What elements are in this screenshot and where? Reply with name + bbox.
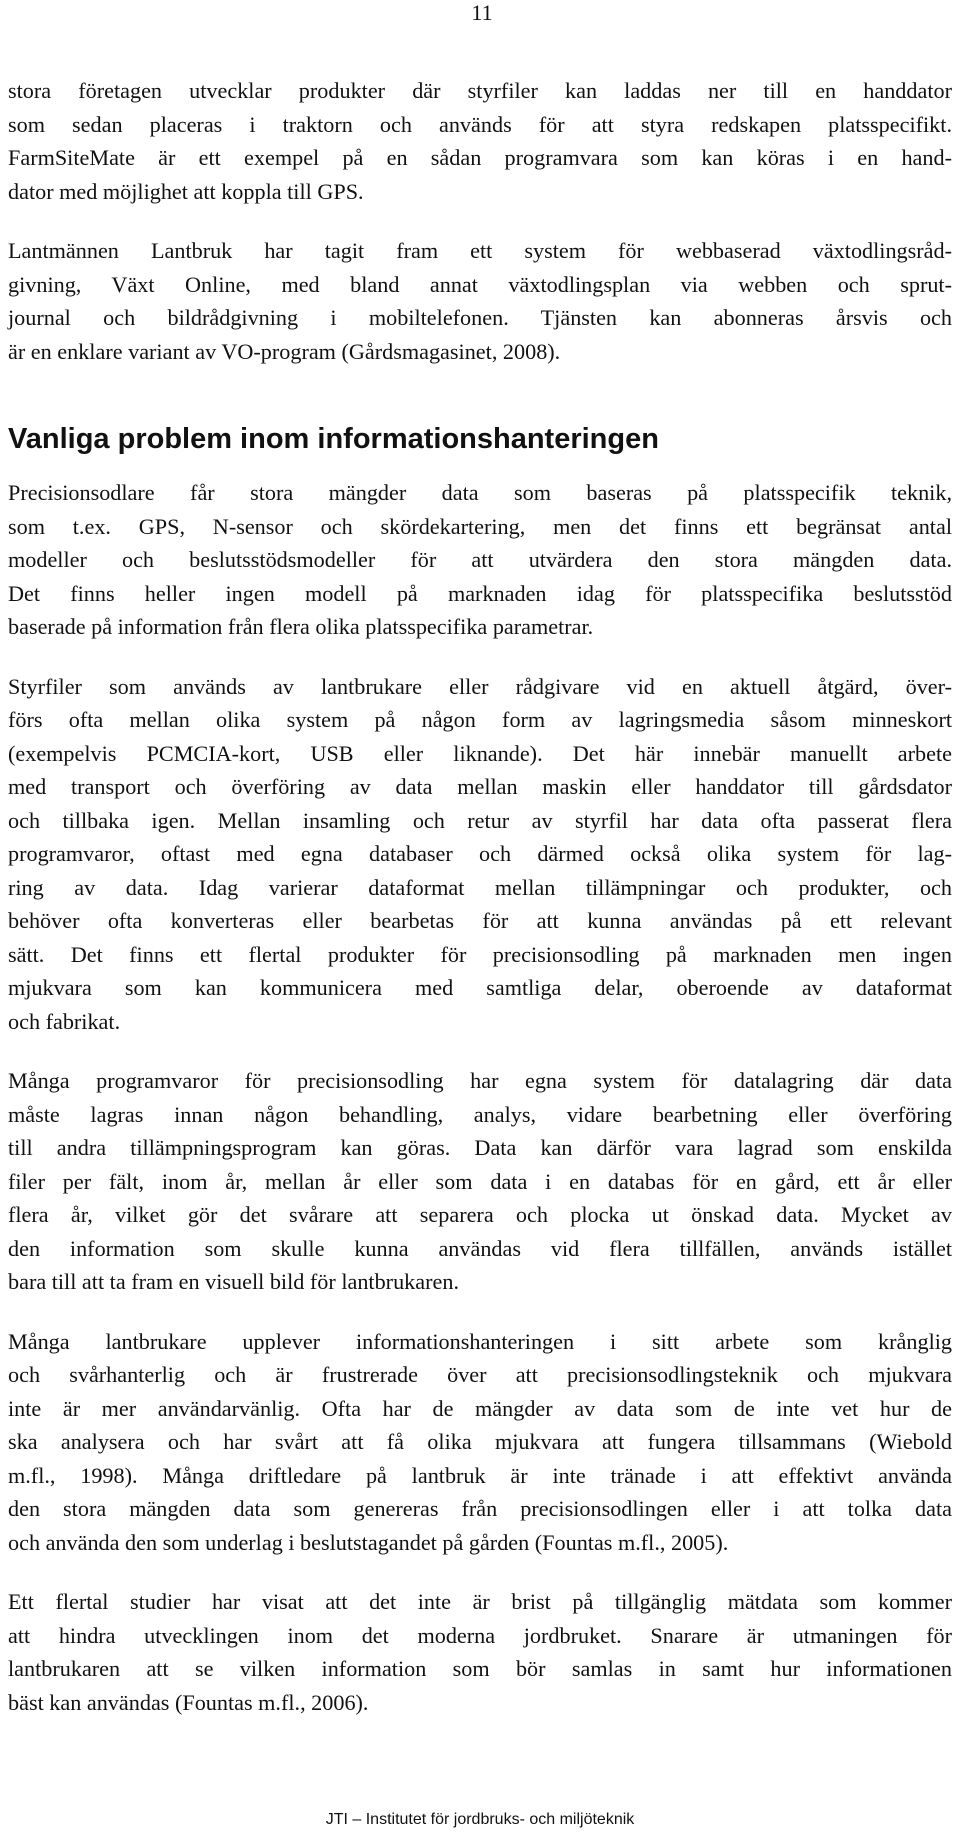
text-line: Det finns heller ingen modell på marknaden idag för platsspecifika beslutsstöd — [8, 580, 952, 606]
text-line: programvaror, oftast med egna databaser och därmed också olika system för lag- — [8, 841, 952, 866]
text-line: och svårhanterlig och är frustrerade över att precisionsodlingsteknik och mjukvara — [8, 1362, 952, 1387]
text-line: m.fl., 1998). Många driftledare på lantbruk är inte tränade i att effektivt använda — [8, 1462, 952, 1488]
text-line: ring av data. Idag varierar dataformat mellan tillämpningar och produkter, och — [8, 874, 952, 900]
text-line: behöver ofta konverteras eller bearbetas för att kunna användas på ett relevant — [8, 908, 952, 933]
paragraph — [8, 476, 952, 644]
text-line: bäst kan användas (Fountas m.fl., 2006). — [8, 1689, 369, 1715]
paragraph — [8, 74, 952, 208]
text-line: som sedan placeras i traktorn och används för att styra redskapen platsspecifikt. — [8, 111, 952, 137]
text-line: FarmSiteMate är ett exempel på en sådan programvara som kan köras i en hand- — [8, 145, 952, 170]
paragraph — [8, 1064, 952, 1299]
text-line: Styrfiler som används av lantbrukare eller rådgivare vid en aktuell åtgärd, över- — [8, 673, 952, 699]
section-heading: Vanliga problem inom informationshanteringen — [8, 423, 659, 455]
text-line: modeller och beslutsstödsmodeller för att utvärdera den stora mängden data. — [8, 547, 952, 572]
text-line: bara till att ta fram en visuell bild för lantbrukaren. — [8, 1269, 459, 1294]
text-line: dator med möjlighet att koppla till GPS. — [8, 178, 364, 204]
text-line: och fabrikat. — [8, 1008, 121, 1034]
text-line: ska analysera och har svårt att få olika mjukvara att fungera tillsammans (Wiebold — [8, 1429, 952, 1454]
text-line: stora företagen utvecklar produkter där styrfiler kan laddas ner till en handdator — [8, 78, 952, 103]
text-line: Lantmännen Lantbruk har tagit fram ett system för webbaserad växtodlingsråd- — [8, 238, 952, 263]
text-line: baserade på information från flera olika platsspecifika parametrar. — [8, 614, 594, 639]
text-line: den stora mängden data som genereras från precisionsodlingen eller i att tolka data — [8, 1496, 952, 1521]
text-line: Många lantbrukare upplever informationshanteringen i sitt arbete som krånglig — [8, 1328, 952, 1354]
text-line: måste lagras innan någon behandling, analys, vidare bearbetning eller överföring — [8, 1101, 952, 1127]
paragraph — [8, 1325, 952, 1560]
document-body — [8, 74, 952, 1745]
text-line: och använda den som underlag i beslutstagandet på gården (Fountas m.fl., 2005). — [8, 1529, 729, 1555]
text-line: filer per fält, inom år, mellan år eller som data i en databas för en gård, ett år eller — [8, 1168, 952, 1194]
text-line: är en enklare variant av VO-program (Gårdsmagasinet, 2008). — [8, 338, 561, 364]
text-line: flera år, vilket gör det svårare att separera och plocka ut önskad data. Mycket av — [8, 1202, 952, 1227]
text-line: inte är mer användarvänlig. Ofta har de mängder av data som de inte vet hur de — [8, 1395, 952, 1421]
text-line: med transport och överföring av data mellan maskin eller handdator till gårdsdator — [8, 774, 952, 799]
text-line: till andra tillämpningsprogram kan göras. Data kan därför vara lagrad som enskilda — [8, 1135, 952, 1160]
text-line: Många programvaror för precisionsodling har egna system för datalagring där data — [8, 1068, 952, 1093]
page-footer: JTI – Institutet för jordbruks- och miljöteknik — [325, 1811, 635, 1828]
text-line: som t.ex. GPS, N-sensor och skördekartering, men det finns ett begränsat antal — [8, 513, 952, 539]
text-line: lantbrukaren att se vilken information som bör samlas in samt hur informationen — [8, 1656, 952, 1681]
text-line: den information som skulle kunna användas vid flera tillfällen, används istället — [8, 1235, 952, 1261]
paragraph — [8, 670, 952, 1039]
text-line: Ett flertal studier har visat att det inte är brist på tillgänglig mätdata som kommer — [8, 1589, 952, 1614]
text-line: och tillbaka igen. Mellan insamling och retur av styrfil har data ofta passerat flera — [8, 807, 952, 833]
text-line: mjukvara som kan kommunicera med samtliga delar, oberoende av dataformat — [8, 975, 952, 1000]
text-line: förs ofta mellan olika system på någon form av lagringsmedia såsom minneskort — [8, 707, 952, 732]
text-line: journal och bildrådgivning i mobiltelefonen. Tjänsten kan abonneras årsvis och — [8, 305, 952, 330]
text-line: att hindra utvecklingen inom det moderna jordbruket. Snarare är utmaningen för — [8, 1622, 952, 1648]
page-number: 11 — [471, 0, 493, 25]
paragraph — [8, 234, 952, 368]
paragraph — [8, 1585, 952, 1719]
text-line: sätt. Det finns ett flertal produkter för precisionsodling på marknaden men ingen — [8, 941, 952, 967]
text-line: givning, Växt Online, med bland annat växtodlingsplan via webben och sprut- — [8, 271, 952, 297]
text-line: Precisionsodlare får stora mängder data som baseras på platsspecifik teknik, — [8, 480, 952, 505]
text-line: (exempelvis PCMCIA-kort, USB eller liknande). Det här innebär manuellt arbete — [8, 740, 952, 766]
